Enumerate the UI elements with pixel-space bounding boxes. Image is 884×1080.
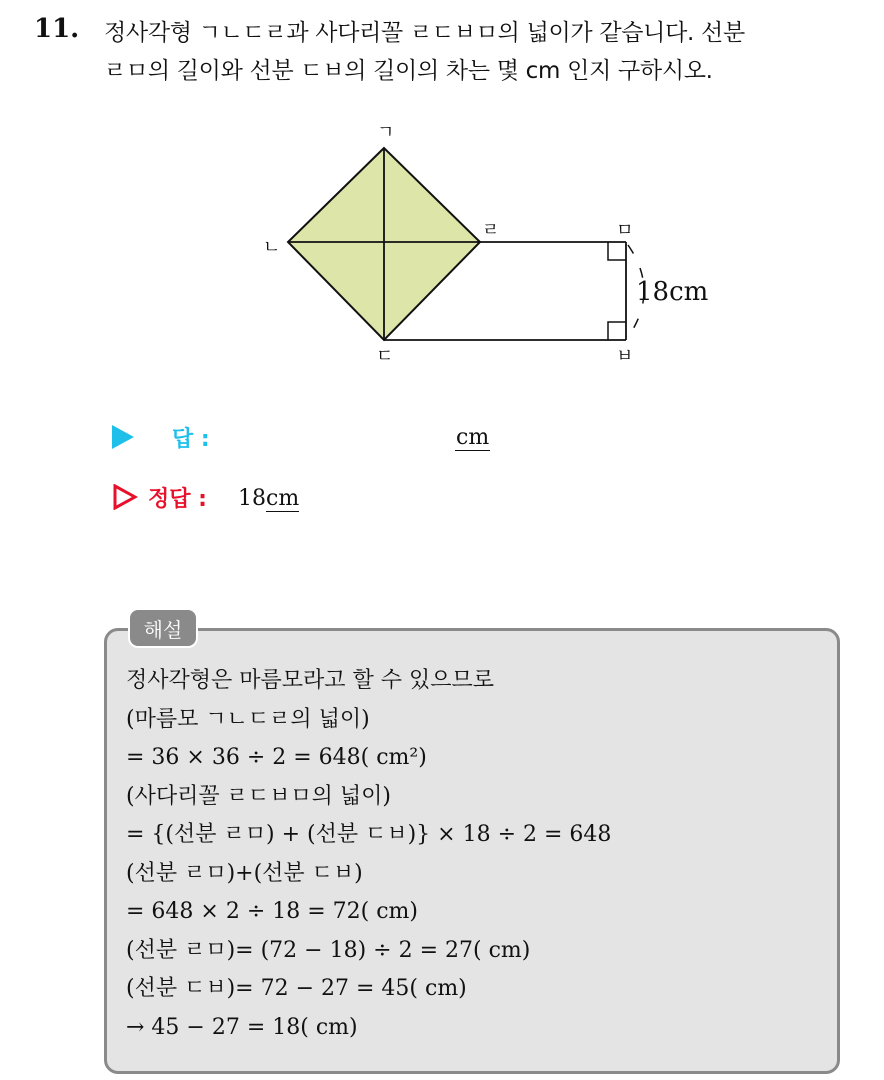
answer-label: 답 :: [172, 427, 210, 452]
solution-lines: [126, 662, 826, 1047]
question-line-2: ㄹㅁ의 길이와 선분 ㄷㅂ의 길이의 차는 몇 cm 인지 구하시오.: [104, 58, 713, 84]
correct-answer-value: [238, 486, 299, 511]
right-angle-mark-top: [608, 242, 626, 260]
length-label: 18cm: [636, 277, 709, 307]
solution-line: = {(선분 ㄹㅁ) + (선분 ㄷㅂ)} × 18 ÷ 2 = 648: [126, 822, 612, 847]
correct-answer-unit: cm: [266, 486, 300, 511]
question-number: 11.: [34, 14, 80, 44]
correct-answer-number: 18: [238, 486, 266, 511]
answer-blank-unit[interactable]: cm: [456, 425, 490, 450]
label-n: ㄴ: [263, 237, 281, 258]
solution-line: (선분 ㄹㅁ)+(선분 ㄷㅂ): [126, 860, 363, 886]
outline-arrow-icon: [112, 484, 138, 510]
solution-line: = 648 × 2 ÷ 18 = 72( cm): [126, 899, 419, 924]
right-angle-mark-bottom: [608, 322, 626, 340]
label-g: ㄱ: [377, 122, 395, 143]
solution-line: (선분 ㄹㅁ)= (72 − 18) ÷ 2 = 27( cm): [126, 937, 531, 963]
label-b: ㅂ: [616, 346, 634, 367]
label-r: ㄹ: [482, 220, 500, 241]
solution-line: 정사각형은 마름모라고 할 수 있으므로: [126, 668, 495, 693]
label-m: ㅁ: [616, 220, 634, 241]
label-d: ㄷ: [376, 346, 394, 367]
correct-answer-label: 정답 :: [148, 487, 207, 512]
question-line-1: 정사각형 ㄱㄴㄷㄹ과 사다리꼴 ㄹㄷㅂㅁ의 넓이가 같습니다. 선분: [104, 20, 745, 46]
play-arrow-icon: [112, 425, 134, 449]
geometry-figure: [0, 0, 884, 400]
solution-tab: 해설: [128, 608, 198, 648]
solution-line: = 36 × 36 ÷ 2 = 648( cm²): [126, 745, 427, 770]
solution-line: (선분 ㄷㅂ)= 72 − 27 = 45( cm): [126, 976, 467, 1001]
solution-line: → 45 − 27 = 18( cm): [126, 1014, 358, 1040]
solution-line: (사다리꼴 ㄹㄷㅂㅁ의 넓이): [126, 783, 391, 809]
solution-line: (마름모 ㄱㄴㄷㄹ의 넓이): [126, 706, 370, 732]
